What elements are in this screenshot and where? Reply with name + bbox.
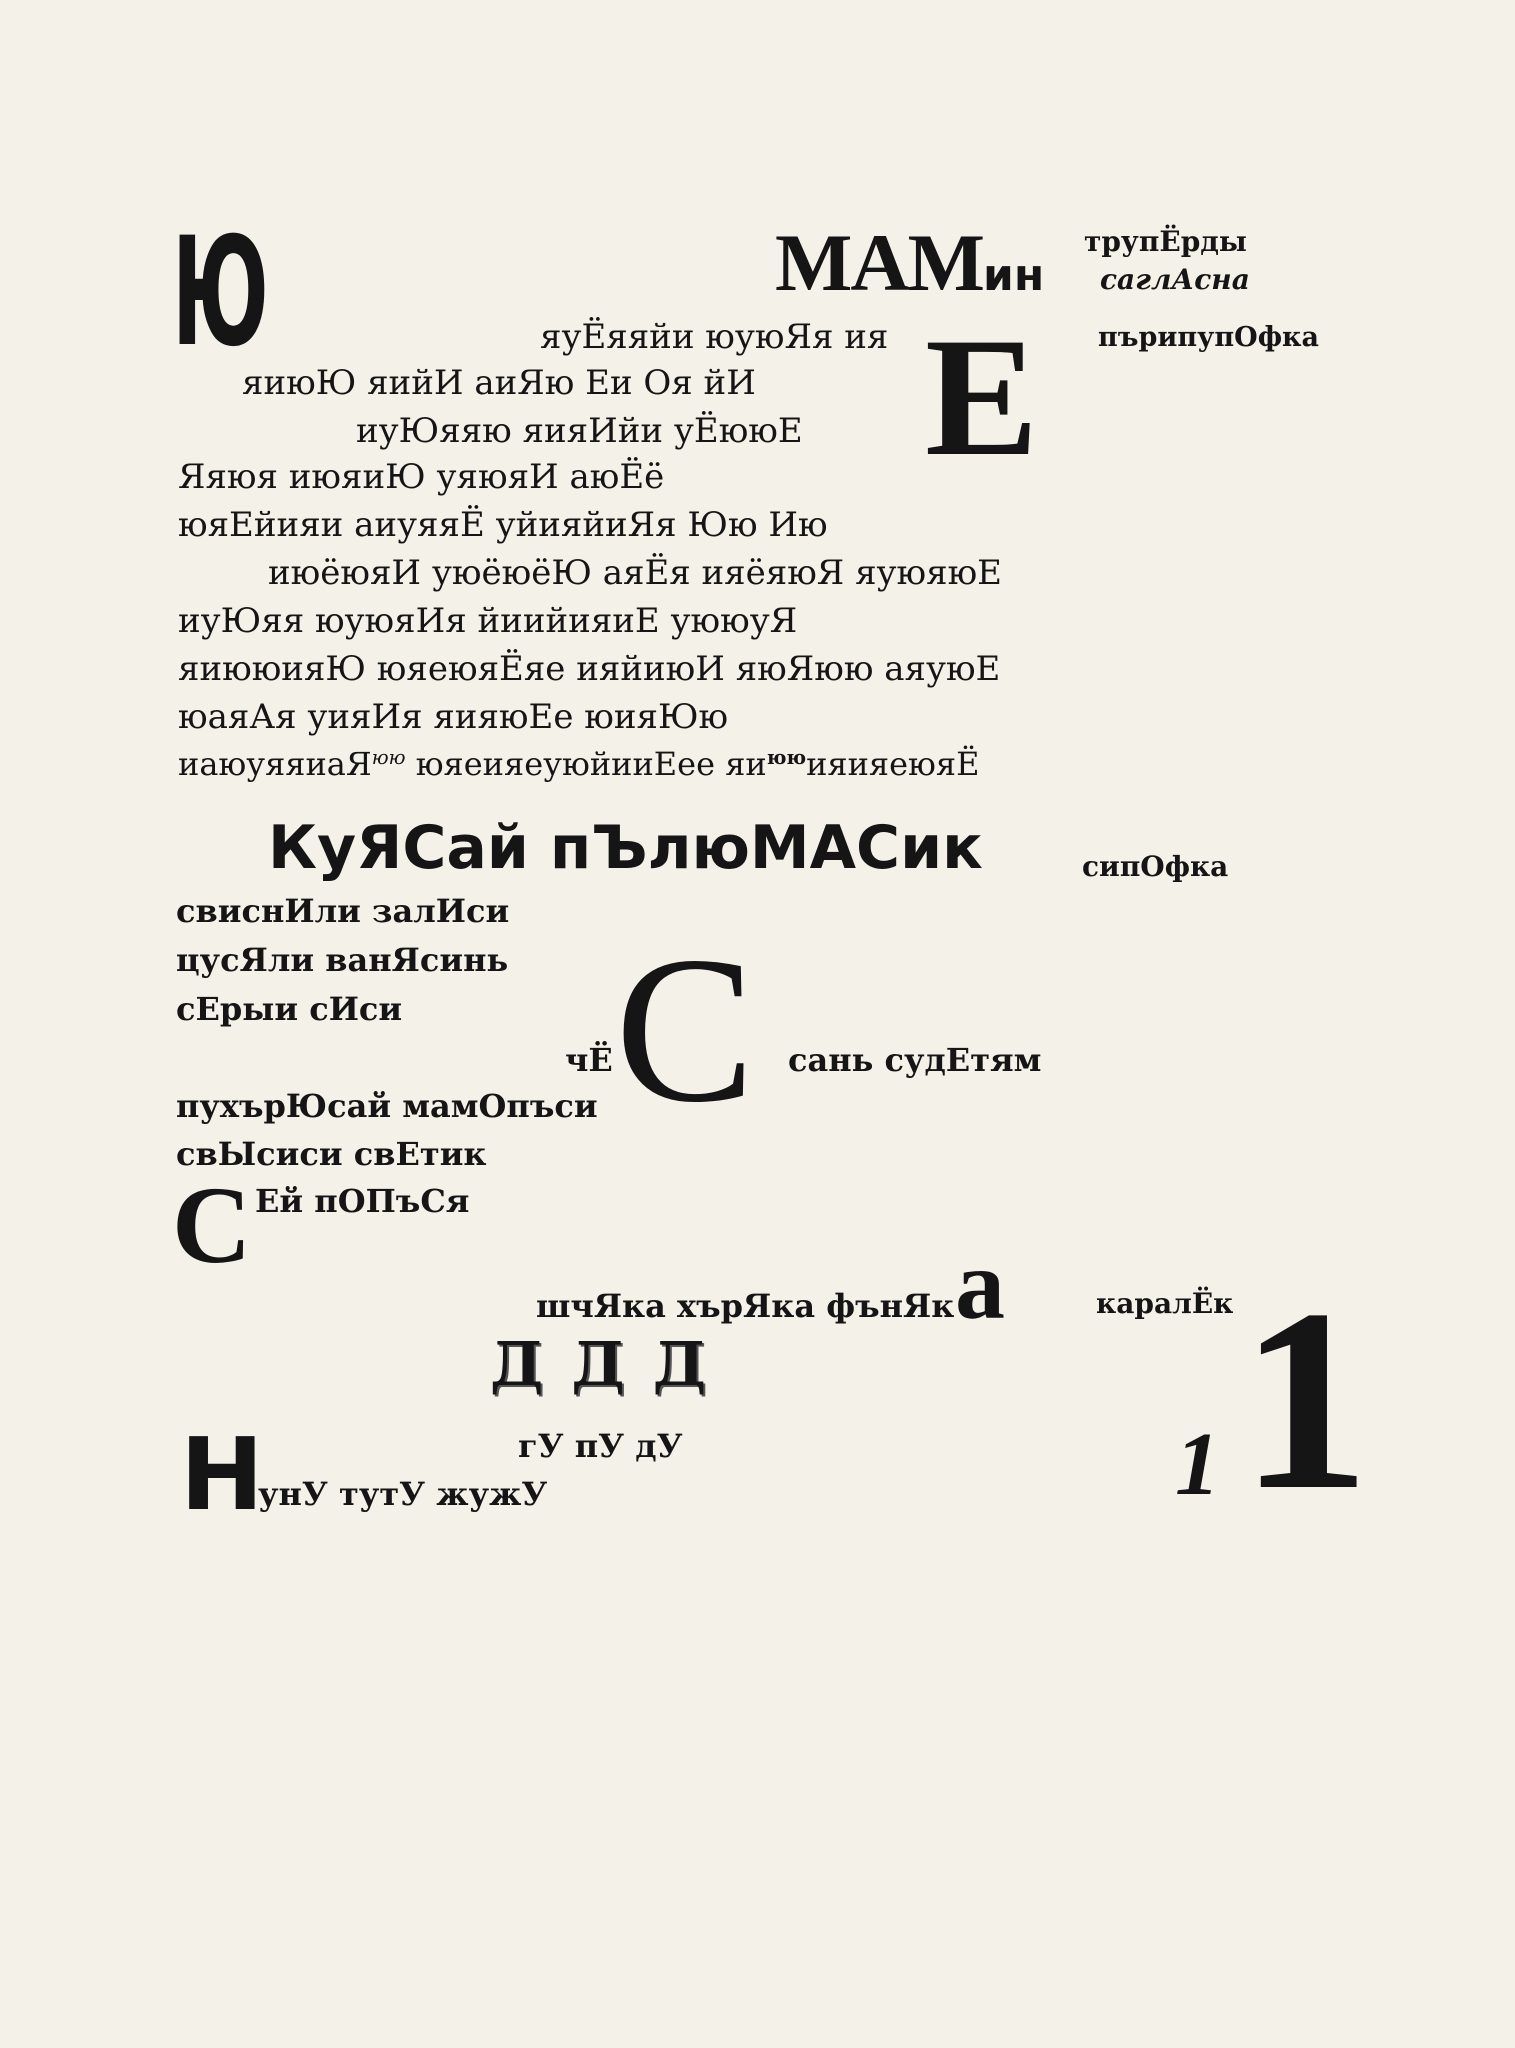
block1-line4: Яяюя июяиЮ уяюяИ аюЁё [178,457,665,497]
block2-che: чЁ [565,1041,613,1079]
block2-gu: гУ пУ дУ [518,1427,683,1465]
block2-line3: сЕрыи сИси [176,990,403,1028]
line10-part-c: юяеияеуюйииЕее яи [415,745,767,783]
block2-line1: свиснИли залИси [176,892,510,930]
title-suffix: ин [983,250,1045,301]
note-karal: каралЁк [1096,1287,1234,1320]
big-letter-e: Е [925,303,1039,491]
block2-line5: пухърЮсай мамОпъси [176,1087,598,1125]
block1-line10 [178,745,980,783]
big-letter-n: Н [180,1416,264,1533]
note-perip: пърипупОфка [1098,322,1320,353]
small-big-letter-s: С [172,1164,252,1286]
line10-part-a: иаюуяяиаЯ [178,745,372,783]
number-one-small: 1 [1175,1415,1220,1514]
heading-kusai [268,813,983,883]
heading-part2: пЪлюМАСик [549,813,983,883]
note-sagl: саглАсна [1100,263,1250,296]
line10-superscript-b: юю [766,746,807,769]
block1-line8: яиююияЮ юяеюяЁяе ияйиюИ яюЯюю аяуюЕ [178,649,1001,689]
block1-line6: июёюяИ уюёюёЮ аяЁя ияёяюЯ яуюяюЕ [268,553,1002,593]
line10-superscript-a: юю [371,746,406,769]
decorative-d-letters: ДДД [490,1330,735,1400]
block2-san: сань судЕтям [788,1041,1042,1079]
number-one-big: 1 [1240,1256,1370,1544]
block1-line3: иуЮяяю яияИйи уЁююЕ [356,411,803,451]
block2-nunu: унУ тутУ жужУ [258,1475,548,1513]
big-letter-yu: Ю [172,206,269,380]
block2-line2: цусЯли ванЯсинь [176,941,509,979]
block1-line1: яуЁяяйи юуюЯя ия [540,317,889,357]
block2-sei: Ей пОПъСя [255,1182,470,1220]
heading-part1: КуЯСай [268,813,529,883]
title-prefix: МАМ [775,217,984,308]
block1-line7: иуЮяя юуюяИя йиийияиЕ уююуЯ [178,601,798,641]
block1-line9: юаяАя уияИя яияюЕе юияЮю [178,697,729,737]
big-letter-a: а [955,1229,1005,1340]
note-trup: трупЁрды [1084,225,1247,258]
block1-line2: яиюЮ яийИ аиЯю Еи Оя йИ [242,363,756,403]
big-letter-s: С [615,914,756,1146]
block2-line6: свЫсиси свЕтик [176,1135,487,1173]
block2-shch: шчЯка хърЯка фънЯк [536,1287,955,1325]
note-sip: сипОфка [1082,850,1229,883]
title-mamin [775,217,1045,308]
block1-line5: юяЕйияи аиуяяЁ уйияйиЯя Юю Ию [178,505,828,545]
line10-part-e: ияияеюяЁ [806,745,980,783]
